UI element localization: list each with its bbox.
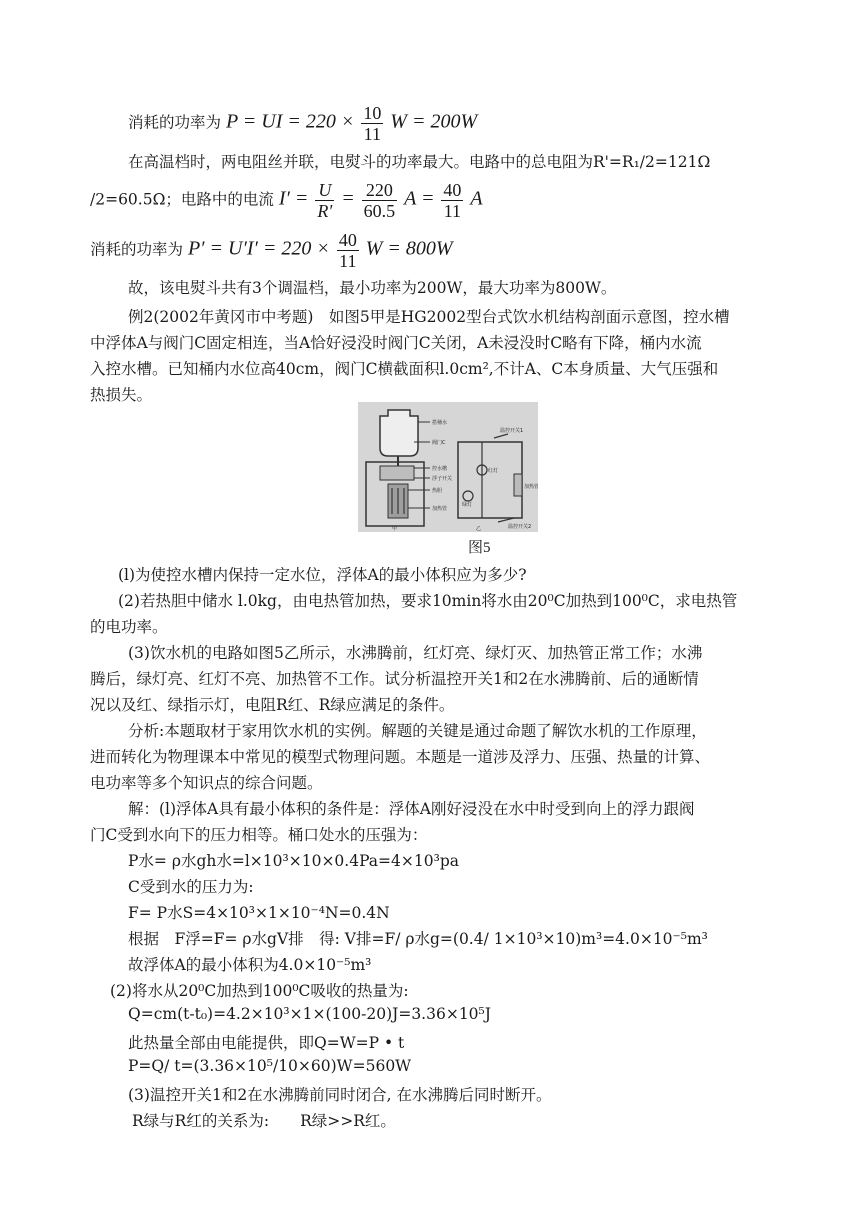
text-prefix: 消耗的功率为 [128,113,222,132]
paragraph-line: 况以及红、绿指示灯，电阻R红、R绿应满足的条件。 [90,696,455,714]
paragraph-line: 进而转化为物理课本中常见的模型式物理问题。本题是一道涉及浮力、压强、热量的计算、 [90,748,711,766]
label-green-lamp: 绿灯 [462,502,473,508]
label-switch-1: 温控开关1 [500,428,524,434]
power-max-line [90,230,453,271]
label-bottle: 搭桶水 [432,420,448,426]
fraction [441,180,463,221]
equation-part: W = 800W [365,237,453,260]
fraction-denominator: 11 [339,251,357,271]
figure-caption: 图5 [468,540,491,556]
fraction-numerator: 10 [363,103,382,123]
paragraph-line: 例2(2002年黄冈市中考题) 如图5甲是HG2002型台式饮水机结构剖面示意图，控水槽 [128,308,730,326]
fraction-numerator: 40 [338,230,357,250]
label-float: 浮子开关 [432,476,453,482]
fraction [362,180,398,221]
figure-5-image [358,402,538,532]
paragraph-line: 在高温档时，两电阻丝并联，电熨斗的功率最大。电路中的总电阻为R'=R₁/2=121Ω [128,153,711,171]
label-control-tank: 控水槽 [432,466,448,472]
fraction [361,103,383,144]
paragraph-line: 热损失。 [90,386,153,404]
equation-part: W = 200W [390,110,478,133]
paragraph-line: 中浮体A与阀门C固定相连，当A恰好浸没时阀门C关闭，A未浸没时C略有下降，桶内水流 [90,334,702,352]
fraction-denominator: 11 [363,124,382,144]
formula-line: P水= ρ水gh水=l×10³×10×0.4Pa=4×10³pa [128,852,459,870]
formula-line: F= P水S=4×10³×1×10⁻⁴N=0.4N [128,904,390,922]
fraction [337,230,359,271]
paragraph-line: 腾后，绿灯亮、红灯不亮、加热管不工作。试分析温控开关1和2在水沸腾前、后的通断情 [90,670,699,688]
paragraph-line: (l)为使控水槽内保持一定水位，浮体A的最小体积应为多少? [118,566,527,584]
water-dispenser-diagram [358,402,538,532]
equation-part: A [470,187,483,210]
formula-line: 根据 F浮=F= ρ水gV排 得: V排=F/ ρ水g=(0.4/ 1×10³×10)m³=4.0×10⁻⁵m³ [128,930,708,948]
paragraph-line: 故，该电熨斗共有3个调温档，最小功率为200W，最大功率为800W。 [128,279,617,297]
paragraph-line: 故浮体A的最小体积为4.0×10⁻⁵m³ [128,956,372,974]
power-min-line [128,103,477,144]
paragraph-line: (3)温控开关1和2在水沸腾前同时闭合, 在水沸腾后同时断开。 [128,1086,552,1104]
paragraph-line: 分析:本题取材于家用饮水机的实例。解题的关键是通过命题了解饮水机的工作原理， [128,722,707,740]
formula-line: Q=cm(t-t₀)=4.2×10³×1×(100-20)J=3.36×10⁵J [128,1005,491,1023]
fraction-numerator: U [315,180,334,201]
heater-icon [514,474,522,496]
fraction [315,180,334,221]
equation-part: I′ = [278,187,309,210]
paragraph-line: (3)饮水机的电路如图5乙所示，水沸腾前，红灯亮、绿灯灭、加热管正常工作；水沸 [128,644,703,662]
fraction-numerator: 220 [362,180,398,201]
paragraph-line: C受到水的压力为: [128,878,254,896]
text-prefix: /2=60.5Ω；电路中的电流 [90,190,274,209]
equation-part: A = [404,187,435,210]
text-prefix: 消耗的功率为 [90,240,184,259]
label-hot-tank: 热胆 [432,488,443,494]
label-jia: 甲 [392,526,398,532]
fraction-numerator: 40 [443,180,462,200]
label-valve: 阀门C [432,440,446,446]
label-heater: 加热管 [432,506,448,512]
label-red-lamp: 红灯 [488,468,499,474]
label-yi: 乙 [476,526,482,532]
water-bottle-shape [380,410,418,456]
current-line [90,180,483,221]
paragraph-line: 入控水槽。已知桶内水位高40cm，阀门C横截面积l.0cm²,不计A、C本身质量、大气压强和 [90,360,719,378]
paragraph-line: (2)将水从20⁰C加热到100⁰C吸收的热量为: [110,982,409,1000]
equation-part: = [341,187,355,210]
label-switch-2: 温控开关2 [508,524,532,530]
paragraph-line: 门C受到水向下的压力相等。桶口处水的压强为： [90,826,428,844]
paragraph-line: (2)若热胆中储水 l.0kg，由电热管加热，要求10min将水由20⁰C加热到100⁰C，求电热管 [118,592,738,610]
paragraph-line: R绿与R红的关系为: R绿>>R红。 [132,1112,396,1130]
paragraph-line: 的电功率。 [90,618,168,636]
paragraph-line: 解：(l)浮体A具有最小体积的条件是：浮体A刚好浸没在水中时受到向上的浮力跟阀 [128,800,695,818]
control-tank-shape [380,466,414,480]
equation-part: P′ = U′I′ = 220 × [187,237,330,260]
paragraph-line: 电功率等多个知识点的综合问题。 [90,774,323,792]
fraction-denominator: 60.5 [363,201,396,221]
equation-part: P = UI = 220 × [225,110,355,133]
formula-line: P=Q/ t=(3.36×10⁵/10×60)W=560W [128,1057,412,1075]
paragraph-line: 此热量全部由电能提供，即Q=W=P • t [128,1034,405,1052]
label-circuit-heater: 加热管 [524,484,538,490]
fraction-denominator: R′ [317,201,333,221]
fraction-denominator: 11 [443,201,462,221]
